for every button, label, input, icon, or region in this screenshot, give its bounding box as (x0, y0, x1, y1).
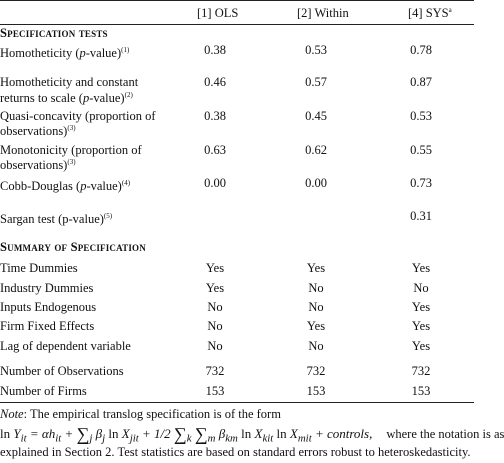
row-label-cobb-douglas: Cobb-Douglas (p-value)$^{(4)}$ (0, 179, 131, 193)
cell: 153 (411, 384, 431, 398)
top-rule (0, 0, 474, 1)
row-label-homothetic-crs-2: returns to scale (p-value)$^{(2)}$ (0, 91, 133, 105)
translog-formula: $\ln Y_{it} = \alpha h_{it} + \sum_j$ $\beta_j$ $\ln X_{jit} + 1/2$ $\sum_k$ $\sum_m$ $\beta_{km}$ $\ln X_{kit}$ $\ln X_{mit}$ + controls, where the notation is as (0, 424, 504, 445)
cell: 0.31 (410, 209, 432, 223)
cell: Yes (205, 261, 225, 275)
row-label-firm-fixed-effects: Firm Fixed Effects (0, 319, 95, 333)
cell: 732 (411, 364, 431, 378)
cell: 0.62 (305, 143, 327, 157)
row-label-inputs-endogenous: Inputs Endogenous (0, 300, 97, 314)
row-label-num-observations: Number of Observations (0, 364, 124, 378)
row-label-sargan: Sargan test (p-value)$^{(5)}$ (0, 212, 113, 226)
cell: 0.55 (410, 143, 432, 157)
section-spec-tests: Specification tests (0, 26, 108, 40)
cell: 0.63 (204, 143, 226, 157)
section-summary: Summary of Specification (0, 240, 146, 254)
cell: Yes (411, 300, 431, 314)
cell: 0.00 (305, 176, 327, 190)
cell: 153 (205, 384, 225, 398)
cell: 0.87 (410, 75, 432, 89)
row-label-num-firms: Number of Firms (0, 384, 87, 398)
cell: 0.45 (305, 109, 327, 123)
cell: 0.00 (204, 176, 226, 190)
cell: 732 (306, 364, 326, 378)
bottom-rule (0, 402, 474, 403)
cell: 732 (205, 364, 225, 378)
note-line-3: explained in Section 2. Test statistics are based on standard errors robust to heteroskedasticity. (0, 445, 471, 459)
cell: No (207, 319, 223, 333)
row-label-homothetic-crs-1: Homotheticity and constant (0, 75, 139, 89)
cell: No (308, 339, 324, 353)
cell: No (207, 339, 223, 353)
cell: 0.38 (204, 43, 226, 57)
row-label-homotheticity: Homotheticity (p-value)$^{(1)}$ (0, 46, 130, 60)
table-note: Note: The empirical translog specification is of the form (0, 407, 281, 421)
row-label-quasi-concavity-1: Quasi-concavity (proportion of (0, 109, 156, 123)
cell: Yes (411, 319, 431, 333)
row-label-monotonicity-2: observations)$^{(3)}$ (0, 158, 76, 172)
cell: Yes (306, 319, 326, 333)
cell: Yes (306, 261, 326, 275)
cell: No (308, 300, 324, 314)
cell: 0.53 (410, 109, 432, 123)
row-label-quasi-concavity-2: observations)$^{(3)}$ (0, 124, 76, 138)
cell: 0.46 (204, 75, 226, 89)
cell: 0.73 (410, 176, 432, 190)
row-label-monotonicity-1: Monotonicity (proportion of (0, 143, 142, 157)
col-header-within: [2] Within (297, 6, 349, 20)
cell: 0.38 (204, 109, 226, 123)
row-label-time-dummies: Time Dummies (0, 261, 78, 275)
col-header-ols: [1] OLS (197, 6, 239, 20)
cell: 153 (306, 384, 326, 398)
cell: Yes (205, 281, 225, 295)
col-header-sys: [4] SYS$^a$ (408, 6, 452, 20)
row-label-lag-dependent: Lag of dependent variable (0, 339, 131, 353)
header-rule (0, 24, 474, 25)
cell: 0.53 (305, 43, 327, 57)
cell: 0.78 (410, 43, 432, 57)
cell: No (308, 281, 324, 295)
cell: Yes (411, 339, 431, 353)
cell: No (207, 300, 223, 314)
cell: No (413, 281, 429, 295)
row-label-industry-dummies: Industry Dummies (0, 281, 94, 295)
cell: 0.57 (305, 75, 327, 89)
cell: Yes (411, 261, 431, 275)
